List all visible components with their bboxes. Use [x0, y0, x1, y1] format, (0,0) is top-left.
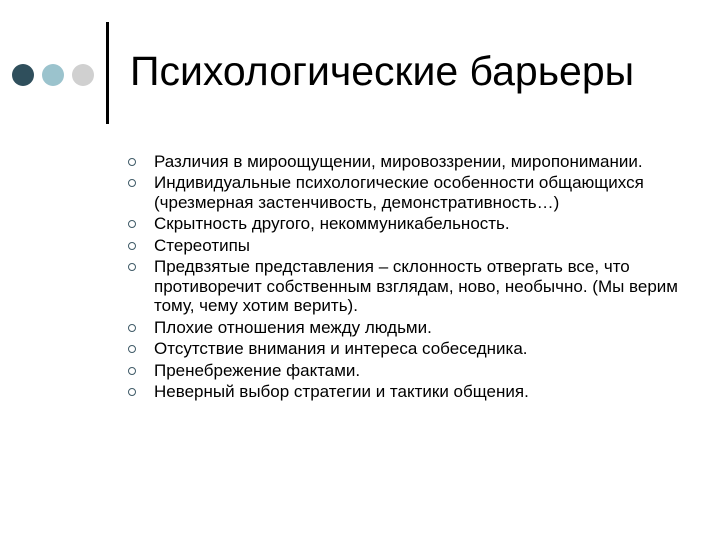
bullet-circle-icon	[128, 179, 136, 187]
bullet-circle-icon	[128, 220, 136, 228]
bullet-circle-icon	[128, 367, 136, 375]
bullet-item	[128, 361, 688, 381]
title-divider	[106, 22, 109, 124]
bullet-text: Различия в мироощущении, мировоззрении, миропонимании.	[154, 152, 643, 171]
decorative-dots	[12, 64, 94, 86]
decor-dot-grey	[72, 64, 94, 86]
bullet-text: Индивидуальные психологические особенности общающихся (чрезмерная застенчивость, демонстративность…)	[154, 173, 644, 212]
bullet-text: Пренебрежение фактами.	[154, 360, 361, 380]
bullet-item	[128, 318, 688, 338]
bullet-item	[128, 173, 688, 212]
bullet-text: Стереотипы	[154, 235, 251, 255]
bullet-item	[128, 257, 688, 316]
bullet-circle-icon	[128, 388, 136, 396]
bullet-item	[128, 382, 688, 402]
decor-dot-dark	[12, 64, 34, 86]
bullet-circle-icon	[128, 263, 136, 271]
bullet-list	[128, 152, 688, 403]
slide-title: Психологические барьеры	[130, 48, 635, 94]
bullet-item	[128, 339, 688, 359]
bullet-circle-icon	[128, 242, 136, 250]
bullet-item	[128, 152, 688, 172]
decor-dot-light-blue	[42, 64, 64, 86]
bullet-circle-icon	[128, 345, 136, 353]
bullet-circle-icon	[128, 324, 136, 332]
bullet-text: Неверный выбор стратегии и тактики общения.	[154, 381, 529, 401]
bullet-item	[128, 214, 688, 234]
bullet-circle-icon	[128, 158, 136, 166]
bullet-text: Отсутствие внимания и интереса собеседника.	[154, 339, 528, 359]
bullet-item	[128, 236, 688, 256]
bullet-text: Скрытность другого, некоммуникабельность.	[154, 214, 510, 234]
bullet-text: Плохие отношения между людьми.	[154, 317, 432, 337]
bullet-text: Предвзятые представления – склонность отвергать все, что противоречит собственным взглядам, ново, необычно. (Мы верим тому, чему хотим верить).	[154, 257, 678, 316]
